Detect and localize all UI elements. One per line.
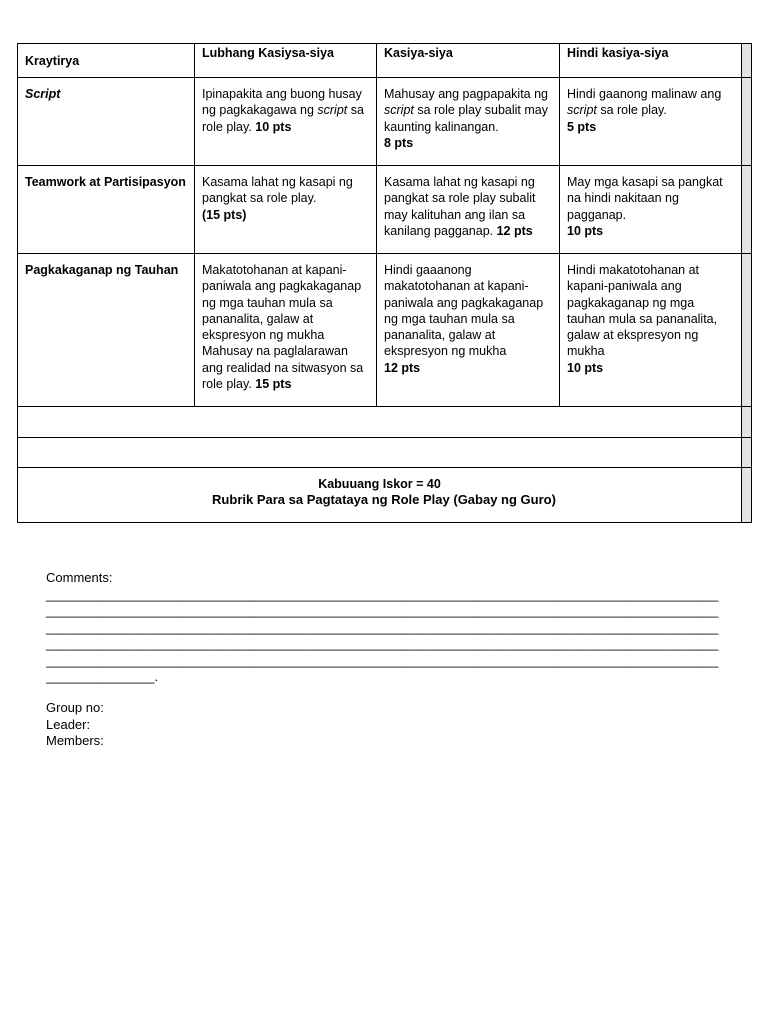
scroll-strip xyxy=(742,78,752,166)
scroll-strip xyxy=(742,166,752,254)
comment-line[interactable]: _____________________________________________________________________________________________ xyxy=(46,603,719,618)
leader-label: Leader: xyxy=(46,716,91,732)
empty-row xyxy=(18,438,752,468)
total-score: Kabuuang Iskor = 40 xyxy=(18,468,742,523)
header-col3: Hindi kasiya-siya xyxy=(560,44,742,78)
comment-line[interactable]: _____________________________________________________________________________________________ xyxy=(46,636,719,651)
criterion-teamwork: Teamwork at Partisipasyon xyxy=(18,166,195,254)
cell-pagkakaganap-col2: Hindi gaaanong makatotohanan at kapani-paniwala ang pagkakaganap ng mga tauhan mula sa pananalita, galaw at ekspresyon ng mukha 12 pts xyxy=(377,254,560,407)
cell-script-col2: Mahusay ang pagpapakita ng script sa role play subalit may kaunting kalinangan. 8 pts xyxy=(377,78,560,166)
table-row xyxy=(18,166,752,254)
cell-teamwork-col1: Kasama lahat ng kasapi ng pangkat sa role play. (15 pts) xyxy=(195,166,377,254)
comment-line[interactable]: _____________________________________________________________________________________________ xyxy=(46,586,719,602)
group-fields xyxy=(46,700,104,750)
header-col1: Lubhang Kasiysa-siya xyxy=(195,44,377,78)
criterion-script: Script xyxy=(18,78,195,166)
scroll-strip xyxy=(742,44,752,78)
cell-pagkakaganap-col1: Makatotohanan at kapani-paniwala ang pagkakaganap ng mga tauhan mula sa pananalita, galaw at ekspresyon ng mukha Mahusay na paglalarawan ang realidad na sitwasyon sa role play. 15 pts xyxy=(195,254,377,407)
empty-cell xyxy=(18,407,742,438)
table-caption: Rubrik Para sa Pagtataya ng Role Play (Gabay ng Guro) xyxy=(212,492,556,507)
header-criteria: Kraytirya xyxy=(18,44,195,78)
group-no-label: Group no: xyxy=(46,700,104,715)
rubric-table xyxy=(17,43,752,523)
comment-line[interactable]: _____________________________________________________________________________________________ xyxy=(46,652,719,668)
comments-section xyxy=(46,570,718,686)
cell-script-col1: Ipinapakita ang buong husay ng pagkakagawa ng script sa role play. 10 pts xyxy=(195,78,377,166)
comment-line[interactable]: _____________________________________________________________________________________________ xyxy=(46,619,719,635)
header-row xyxy=(18,44,752,78)
criterion-pagkakaganap: Pagkakaganap ng Tauhan xyxy=(18,254,195,407)
cell-teamwork-col2: Kasama lahat ng kasapi ng pangkat sa role play subalit may kalituhan ang ilan sa kanilang pagganap. 12 pts xyxy=(377,166,560,254)
cell-script-col3: Hindi gaanong malinaw ang script sa role play. 5 pts xyxy=(560,78,742,166)
table-row xyxy=(18,78,752,166)
scroll-strip xyxy=(742,438,752,468)
scroll-strip xyxy=(742,254,752,407)
comment-line-end[interactable]: _______________. xyxy=(46,669,159,684)
cell-pagkakaganap-col3: Hindi makatotohanan at kapani-paniwala ang pagkakaganap ng mga tauhan mula sa pananalita, galaw at ekspresyon ng mukha 10 pts xyxy=(560,254,742,407)
comments-label: Comments: xyxy=(46,570,113,585)
header-col2: Kasiya-siya xyxy=(377,44,560,78)
scroll-strip xyxy=(742,407,752,438)
members-label: Members: xyxy=(46,733,104,748)
table-row xyxy=(18,254,752,407)
cell-teamwork-col3: May mga kasapi sa pangkat na hindi nakitaan ng pagganap. 10 pts xyxy=(560,166,742,254)
empty-cell xyxy=(18,438,742,468)
empty-row xyxy=(18,407,752,438)
